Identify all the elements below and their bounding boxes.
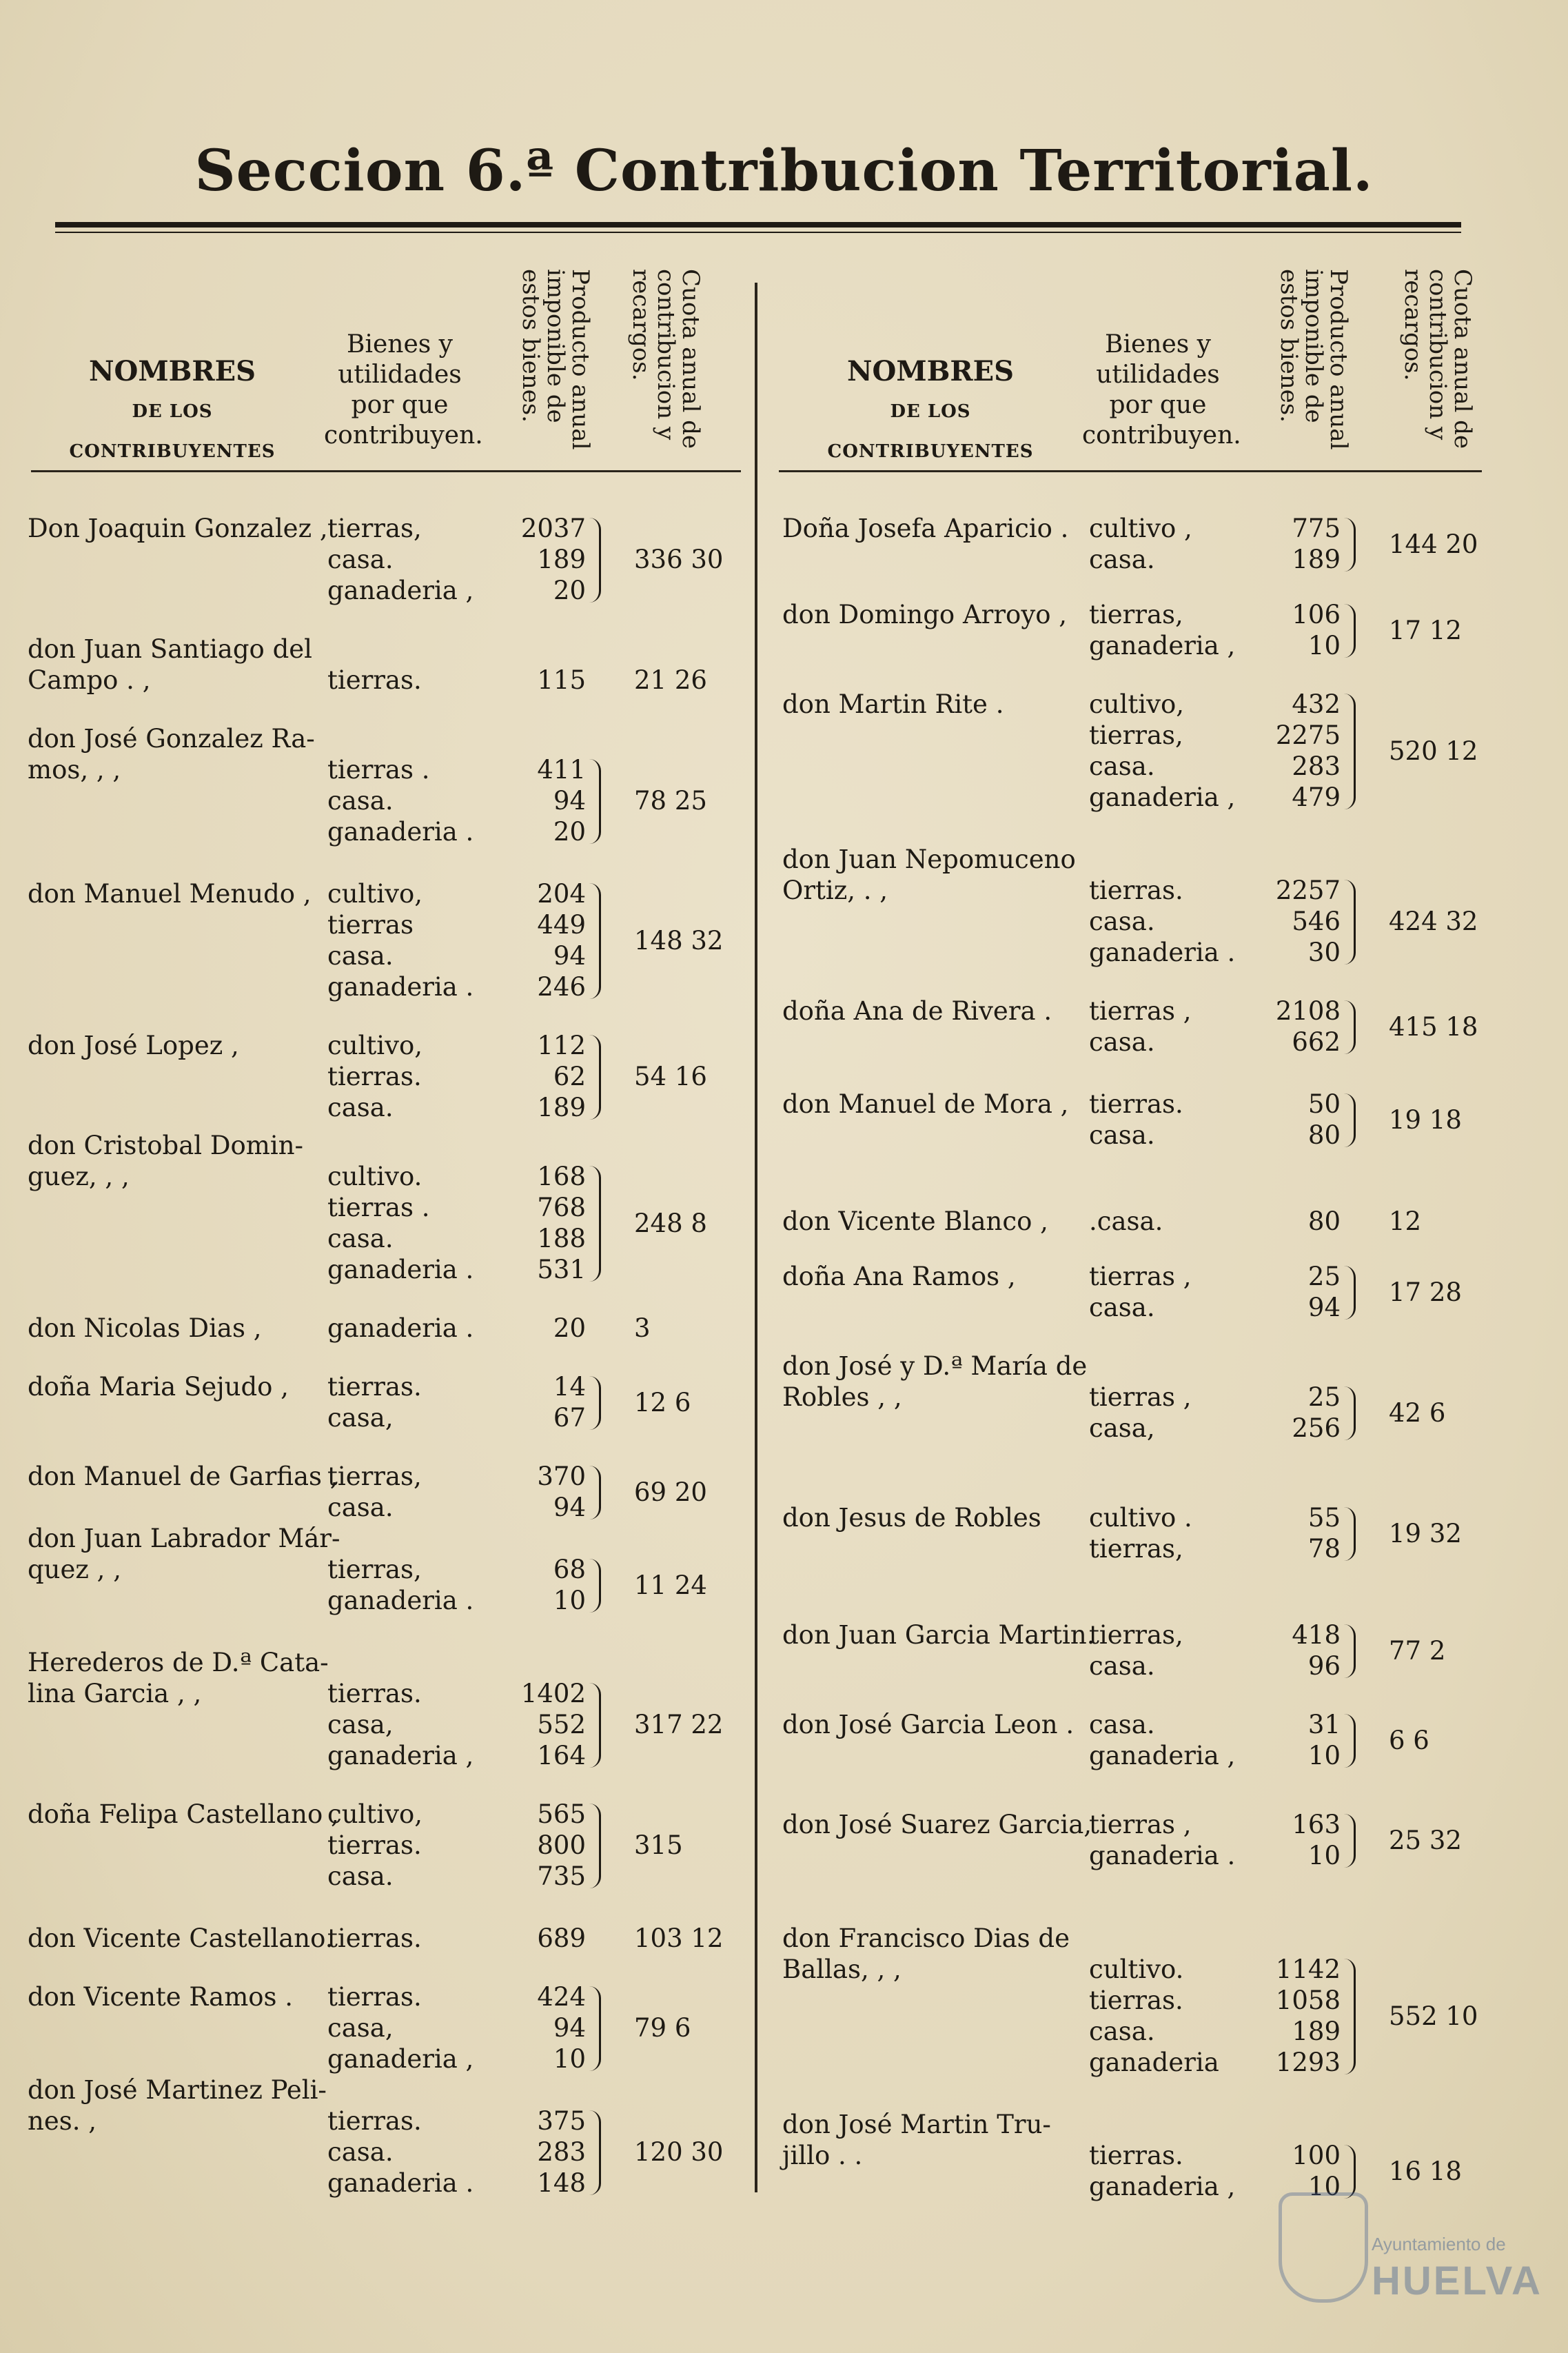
- product-value: 10: [1307, 631, 1341, 660]
- quota-value: 17 28: [1389, 1277, 1462, 1307]
- contributor-name: don Juan Garcia Martin.: [782, 1620, 1095, 1650]
- grouping-brace: [1344, 604, 1356, 658]
- contributor-name: Don Joaquin Gonzalez ,: [28, 514, 328, 543]
- property-item: tierras,: [1089, 1534, 1183, 1564]
- product-value: 689: [537, 1923, 586, 1953]
- product-value: 546: [1292, 907, 1341, 936]
- property-item: casa.: [1089, 545, 1155, 574]
- quota-value: 69 20: [634, 1477, 707, 1507]
- property-item: ganaderia ,: [327, 2044, 474, 2074]
- property-item: tierras.: [327, 1830, 422, 1860]
- product-value: 10: [1307, 1841, 1341, 1870]
- property-item: ganaderia .: [327, 817, 474, 847]
- grouping-brace: [1344, 1814, 1356, 1868]
- product-value: 432: [1292, 689, 1341, 719]
- contributor-name: Herederos de D.ª Cata-: [28, 1648, 329, 1677]
- product-value: 94: [553, 786, 586, 816]
- property-item: tierras.: [1089, 2141, 1183, 2170]
- product-value: 25: [1307, 1262, 1341, 1291]
- property-item: casa,: [327, 2013, 394, 2043]
- contributor-name: don Jesus de Robles: [782, 1503, 1041, 1533]
- product-value: 94: [553, 2013, 586, 2043]
- product-value: 424: [537, 1982, 586, 2012]
- property-item: casa.: [1089, 751, 1155, 781]
- quota-value: 120 30: [634, 2137, 724, 2167]
- quota-value: 21 26: [634, 665, 707, 695]
- product-value: 100: [1292, 2141, 1341, 2170]
- quota-value: 248 8: [634, 1208, 707, 1238]
- contributor-name: don Vicente Blanco ,: [782, 1206, 1048, 1236]
- product-value: 2037: [520, 514, 586, 543]
- property-item: cultivo .: [1089, 1503, 1192, 1533]
- contributor-name: don Juan Santiago del: [28, 634, 312, 664]
- contributor-name: lina Garcia , ,: [28, 1679, 202, 1708]
- product-value: 2275: [1275, 720, 1341, 750]
- product-value: 20: [553, 1313, 586, 1343]
- product-value: 62: [553, 1062, 586, 1091]
- header-bienes-right: Bienes y utilidades por que contribuyen.: [1082, 330, 1241, 450]
- product-value: 80: [1307, 1120, 1341, 1150]
- product-value: 189: [1292, 2017, 1341, 2046]
- property-item: .casa.: [1089, 1206, 1163, 1236]
- grouping-brace: [1344, 1266, 1356, 1320]
- product-value: 25: [1307, 1382, 1341, 1412]
- contributor-name: don José Lopez ,: [28, 1031, 239, 1060]
- product-value: 283: [1292, 751, 1341, 781]
- grouping-brace: [1344, 1000, 1356, 1054]
- property-item: casa.: [1089, 907, 1155, 936]
- quota-value: 78 25: [634, 786, 707, 816]
- grouping-brace: [589, 759, 601, 844]
- property-item: ganaderia ,: [1089, 782, 1236, 812]
- property-item: tierras.: [327, 665, 422, 695]
- product-value: 662: [1292, 1027, 1341, 1057]
- product-value: 256: [1292, 1413, 1341, 1443]
- grouping-brace: [1344, 518, 1356, 572]
- product-value: 552: [537, 1710, 586, 1739]
- grouping-brace: [589, 1035, 601, 1120]
- property-item: ganaderia ,: [327, 1741, 474, 1770]
- product-value: 80: [1307, 1206, 1341, 1236]
- product-value: 94: [1307, 1293, 1341, 1322]
- property-item: ganaderia ,: [1089, 2172, 1236, 2201]
- property-item: ganaderia .: [327, 1255, 474, 1284]
- property-item: casa.: [1089, 1710, 1155, 1739]
- property-item: tierras,: [327, 1555, 422, 1584]
- contributor-name: don José y D.ª María de: [782, 1351, 1088, 1381]
- product-value: 112: [537, 1031, 586, 1060]
- column-divider: [755, 283, 757, 2192]
- product-value: 78: [1307, 1534, 1341, 1564]
- property-item: casa.: [1089, 2017, 1155, 2046]
- header-names-right: NOMBRES DE LOS CONTRIBUYENTES: [827, 355, 1034, 462]
- quota-value: 19 18: [1389, 1104, 1462, 1135]
- property-item: casa.: [327, 545, 394, 574]
- contributor-name: Doña Josefa Aparicio .: [782, 514, 1069, 543]
- property-item: tierras,: [327, 1462, 422, 1491]
- product-value: 31: [1307, 1710, 1341, 1739]
- quota-value: 103 12: [634, 1923, 724, 1953]
- contributor-name: jillo . .: [782, 2141, 863, 2170]
- property-item: tierras.: [327, 1062, 422, 1091]
- grouping-brace: [589, 1986, 601, 2071]
- quota-value: 12 6: [634, 1387, 691, 1417]
- quota-value: 25 32: [1389, 1825, 1462, 1855]
- product-value: 67: [553, 1403, 586, 1433]
- product-value: 375: [537, 2106, 586, 2136]
- property-item: cultivo,: [327, 1799, 423, 1829]
- product-value: 189: [537, 1093, 586, 1122]
- quota-value: 17 12: [1389, 615, 1462, 645]
- property-item: ganaderia ,: [1089, 631, 1236, 660]
- property-item: ganaderia .: [1089, 938, 1236, 967]
- quota-value: 12: [1389, 1206, 1422, 1236]
- product-value: 775: [1292, 514, 1341, 543]
- product-value: 449: [537, 910, 586, 940]
- contributor-name: don Domingo Arroyo ,: [782, 600, 1068, 629]
- product-value: 370: [537, 1462, 586, 1491]
- product-value: 531: [537, 1255, 586, 1284]
- property-item: cultivo,: [327, 1031, 423, 1060]
- quota-value: 415 18: [1389, 1011, 1478, 1042]
- contributor-name: Ballas, , ,: [782, 1955, 902, 1984]
- property-item: ganaderia: [1089, 2048, 1219, 2077]
- property-item: tierras.: [1089, 876, 1183, 905]
- property-item: casa,: [1089, 1413, 1155, 1443]
- product-value: 50: [1307, 1089, 1341, 1119]
- grouping-brace: [1344, 1386, 1356, 1440]
- product-value: 68: [553, 1555, 586, 1584]
- quota-value: 336 30: [634, 545, 724, 574]
- quota-value: 552 10: [1389, 2001, 1478, 2031]
- quota-value: 148 32: [634, 925, 724, 956]
- property-item: tierras,: [1089, 720, 1183, 750]
- product-value: 246: [537, 972, 586, 1002]
- grouping-brace: [589, 518, 601, 603]
- quota-value: 42 6: [1389, 1397, 1446, 1428]
- product-value: 2257: [1275, 876, 1341, 905]
- quota-value: 144 20: [1389, 529, 1478, 559]
- property-item: tierras.: [327, 2106, 422, 2136]
- property-item: tierras.: [327, 1372, 422, 1402]
- product-value: 96: [1307, 1651, 1341, 1681]
- contributor-name: quez , ,: [28, 1555, 121, 1584]
- property-item: tierras .: [327, 755, 430, 785]
- property-item: casa.: [327, 1493, 394, 1522]
- property-item: tierras ,: [1089, 1382, 1192, 1412]
- grouping-brace: [589, 2110, 601, 2195]
- property-item: ganaderia ,: [327, 576, 474, 605]
- contributor-name: don Vicente Ramos .: [28, 1982, 294, 2012]
- header-rule-right: [779, 470, 1482, 472]
- property-item: tierras.: [327, 1923, 422, 1953]
- contributor-name: doña Maria Sejudo ,: [28, 1372, 289, 1402]
- contributor-name: don Nicolas Dias ,: [28, 1313, 262, 1343]
- property-item: tierras.: [327, 1982, 422, 2012]
- grouping-brace: [589, 1166, 601, 1282]
- property-item: cultivo,: [327, 879, 423, 909]
- product-value: 735: [537, 1861, 586, 1891]
- product-value: 164: [537, 1741, 586, 1770]
- header-cuota-left: Cuota anual de contribucion y recargos.: [627, 269, 704, 450]
- product-value: 115: [537, 665, 586, 695]
- property-item: casa.: [327, 941, 394, 971]
- quota-value: 77 2: [1389, 1635, 1446, 1666]
- property-item: ganaderia .: [327, 1586, 474, 1615]
- contributor-name: Robles , ,: [782, 1382, 902, 1412]
- property-item: tierras ,: [1089, 996, 1192, 1026]
- product-value: 20: [553, 817, 586, 847]
- product-value: 163: [1292, 1810, 1341, 1839]
- watermark-line2: HUELVA: [1372, 2259, 1542, 2303]
- property-item: casa.: [327, 1861, 394, 1891]
- title-rule-thin: [55, 232, 1461, 233]
- contributor-name: don Francisco Dias de: [782, 1923, 1070, 1953]
- contributor-name: don José Suarez Garcia,: [782, 1810, 1092, 1839]
- product-value: 768: [537, 1193, 586, 1222]
- contributor-name: don Cristobal Domin-: [28, 1131, 304, 1160]
- product-value: 55: [1307, 1503, 1341, 1533]
- property-item: tierras,: [1089, 600, 1183, 629]
- property-item: casa.: [1089, 1027, 1155, 1057]
- grouping-brace: [589, 1466, 601, 1519]
- product-value: 1402: [520, 1679, 586, 1708]
- contributor-name: nes. ,: [28, 2106, 96, 2136]
- contributor-name: don Juan Nepomuceno: [782, 845, 1076, 874]
- property-item: cultivo.: [1089, 1955, 1184, 1984]
- header-names-left: NOMBRES DE LOS CONTRIBUYENTES: [69, 355, 276, 462]
- contributor-name: guez, , ,: [28, 1162, 130, 1191]
- property-item: ganaderia .: [327, 1313, 474, 1343]
- contributor-name: don José Garcia Leon .: [782, 1710, 1075, 1739]
- product-value: 1058: [1275, 1986, 1341, 2015]
- property-item: casa.: [327, 1093, 394, 1122]
- product-value: 20: [553, 576, 586, 605]
- header-producto-right: Producto anual imponible de estos bienes.: [1275, 269, 1352, 450]
- property-item: tierras,: [1089, 1620, 1183, 1650]
- quota-value: 19 32: [1389, 1518, 1462, 1548]
- property-item: cultivo.: [327, 1162, 422, 1191]
- product-value: 10: [553, 2044, 586, 2074]
- product-value: 10: [1307, 1741, 1341, 1770]
- property-item: tierras.: [327, 1679, 422, 1708]
- property-item: cultivo ,: [1089, 514, 1192, 543]
- product-value: 10: [553, 1586, 586, 1615]
- quota-value: 315: [634, 1830, 683, 1860]
- property-item: ganaderia ,: [1089, 1741, 1236, 1770]
- watermark-seal-icon: [1279, 2192, 1368, 2303]
- product-value: 168: [537, 1162, 586, 1191]
- contributor-name: doña Felipa Castellano ,: [28, 1799, 339, 1829]
- watermark-line1: Ayuntamiento de: [1372, 2234, 1506, 2254]
- contributor-name: don Manuel de Garfias ,: [28, 1462, 338, 1491]
- contributor-name: Campo . ,: [28, 665, 151, 695]
- product-value: 204: [537, 879, 586, 909]
- grouping-brace: [1344, 694, 1356, 809]
- contributor-name: don Manuel Menudo ,: [28, 879, 312, 909]
- grouping-brace: [1344, 2145, 1356, 2199]
- quota-value: 16 18: [1389, 2156, 1462, 2186]
- quota-value: 6 6: [1389, 1725, 1429, 1755]
- contributor-name: don José Gonzalez Ra-: [28, 724, 315, 754]
- property-item: casa.: [1089, 1120, 1155, 1150]
- grouping-brace: [589, 883, 601, 999]
- grouping-brace: [1344, 1507, 1356, 1561]
- product-value: 14: [553, 1372, 586, 1402]
- contributor-name: doña Ana Ramos ,: [782, 1262, 1016, 1291]
- contributor-name: don Vicente Castellano.: [28, 1923, 334, 1953]
- grouping-brace: [589, 1559, 601, 1613]
- product-value: 94: [553, 941, 586, 971]
- product-value: 800: [537, 1830, 586, 1860]
- product-value: 418: [1292, 1620, 1341, 1650]
- property-item: casa.: [327, 2137, 394, 2167]
- page-title: Seccion 6.ª Contribucion Territorial.: [194, 138, 1374, 204]
- product-value: 2108: [1275, 996, 1341, 1026]
- product-value: 1293: [1275, 2048, 1341, 2077]
- contributor-name: don José Martinez Peli-: [28, 2075, 327, 2105]
- grouping-brace: [1344, 1624, 1356, 1678]
- property-item: ganaderia .: [327, 2168, 474, 2198]
- product-value: 106: [1292, 600, 1341, 629]
- product-value: 188: [537, 1224, 586, 1253]
- property-item: ganaderia .: [327, 972, 474, 1002]
- title-rule: [55, 222, 1461, 228]
- product-value: 411: [537, 755, 586, 785]
- grouping-brace: [1344, 880, 1356, 965]
- quota-value: 3: [634, 1313, 651, 1343]
- contributor-name: don Juan Labrador Már-: [28, 1524, 340, 1553]
- quota-value: 424 32: [1389, 907, 1478, 936]
- header-rule-left: [31, 470, 741, 472]
- header-cuota-right: Cuota anual de contribucion y recargos.: [1399, 269, 1476, 450]
- product-value: 10: [1307, 2172, 1341, 2201]
- grouping-brace: [1344, 1959, 1356, 2074]
- quota-value: 520 12: [1389, 736, 1478, 766]
- property-item: cultivo,: [1089, 689, 1185, 719]
- contributor-name: don Manuel de Mora ,: [782, 1089, 1069, 1119]
- product-value: 94: [553, 1493, 586, 1522]
- property-item: casa.: [327, 786, 394, 816]
- property-item: casa.: [1089, 1293, 1155, 1322]
- product-value: 189: [537, 545, 586, 574]
- quota-value: 79 6: [634, 2013, 691, 2043]
- contributor-name: don Martin Rite .: [782, 689, 1004, 719]
- property-item: tierras ,: [1089, 1810, 1192, 1839]
- product-value: 189: [1292, 545, 1341, 574]
- property-item: tierras: [327, 910, 414, 940]
- property-item: ganaderia .: [1089, 1841, 1236, 1870]
- property-item: tierras .: [327, 1193, 430, 1222]
- header-producto-left: Producto anual imponible de estos bienes.: [517, 269, 594, 450]
- product-value: 283: [537, 2137, 586, 2167]
- property-item: tierras ,: [1089, 1262, 1192, 1291]
- grouping-brace: [1344, 1093, 1356, 1147]
- contributor-name: mos, , ,: [28, 755, 121, 785]
- property-item: casa.: [1089, 1651, 1155, 1681]
- product-value: 148: [537, 2168, 586, 2198]
- contributor-name: don José Martin Tru-: [782, 2110, 1051, 2139]
- contributor-name: doña Ana de Rivera .: [782, 996, 1052, 1026]
- product-value: 1142: [1275, 1955, 1341, 1984]
- quota-value: 317 22: [634, 1710, 724, 1739]
- property-item: tierras.: [1089, 1089, 1183, 1119]
- property-item: casa,: [327, 1710, 394, 1739]
- property-item: tierras,: [327, 514, 422, 543]
- product-value: 30: [1307, 938, 1341, 967]
- grouping-brace: [1344, 1714, 1356, 1768]
- grouping-brace: [589, 1683, 601, 1768]
- property-item: casa,: [327, 1403, 394, 1433]
- quota-value: 11 24: [634, 1570, 707, 1600]
- header-bienes-left: Bienes y utilidades por que contribuyen.: [324, 330, 483, 450]
- product-value: 479: [1292, 782, 1341, 812]
- property-item: tierras.: [1089, 1986, 1183, 2015]
- grouping-brace: [589, 1376, 601, 1430]
- property-item: casa.: [327, 1224, 394, 1253]
- product-value: 565: [537, 1799, 586, 1829]
- contributor-name: Ortiz, . ,: [782, 876, 888, 905]
- quota-value: 54 16: [634, 1062, 707, 1091]
- grouping-brace: [589, 1804, 601, 1888]
